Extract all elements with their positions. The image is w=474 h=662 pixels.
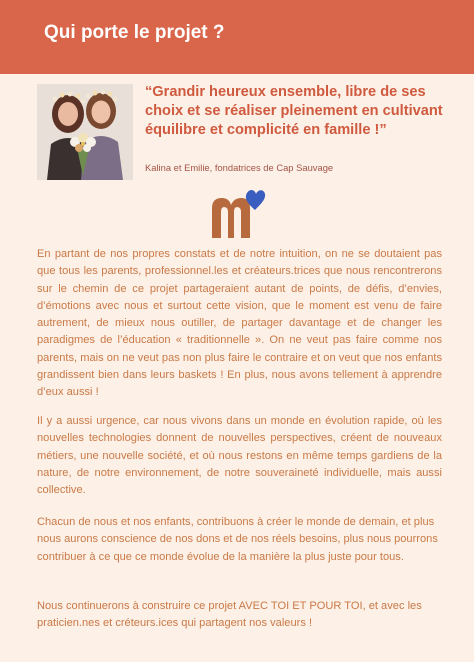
paragraph-3: Chacun de nous et nos enfants, contribuons à créer le monde de demain, et plus nous aurons conscience de nos dons et de nos réels besoins, plus nous pourrons contribuer à ce que ce monde évolue de la manière la plus juste pour tous. [37, 516, 438, 563]
founders-photo-illustration [37, 84, 133, 180]
paragraph-4: Nous continuerons à construire ce projet AVEC TOI ET POUR TOI, et avec les praticien.nes et créteurs.ices qui partagent nos valeurs ! [37, 600, 422, 630]
page-title: Qui porte le projet ? [44, 22, 225, 43]
founders-quote: “Grandir heureux ensemble, libre de ses choix et se réaliser pleinement en cultivant équilibre et complicité en famille !” [145, 84, 443, 138]
page-header [0, 0, 474, 74]
m-heart-logo-icon [209, 184, 267, 240]
paragraph-1: En partant de nos propres constats et de notre intuition, on ne se doutaient pas que tous les parents, professionnel.les et créateurs.trices que nous rencontrerons sur le chemin de ce projet partageraient autant de points, de défis, d’envies, d’émotions avec nous et surtout cette vision, que le moment est venu de faire autrement, de mieux nous outiller, de partager davantage et de changer les paradigmes de l’éducation « traditionnelle ». On ne veut pas faire comme nos parents, mais on ne veut pas non plus faire le contraire et on veut que nos enfants grandissent bien dans leurs baskets ! En plus, nous avons tellement à apprendre d’eux aussi ! [37, 248, 442, 399]
quote-attribution: Kalina et Emilie, fondatrices de Cap Sauvage [145, 162, 334, 173]
cap-sauvage-logo [209, 184, 267, 240]
paragraph-2: Il y a aussi urgence, car nous vivons dans un monde en évolution rapide, où les nouvelles technologies donnent de nouvelles perspectives, créent de nouveaux métiers, une nouvelle société, et où nous restons en même temps gardiens de la nature, de notre environnement, de notre souveraineté individuelle, mais aussi collective. [37, 415, 442, 497]
founders-photo [37, 84, 133, 180]
